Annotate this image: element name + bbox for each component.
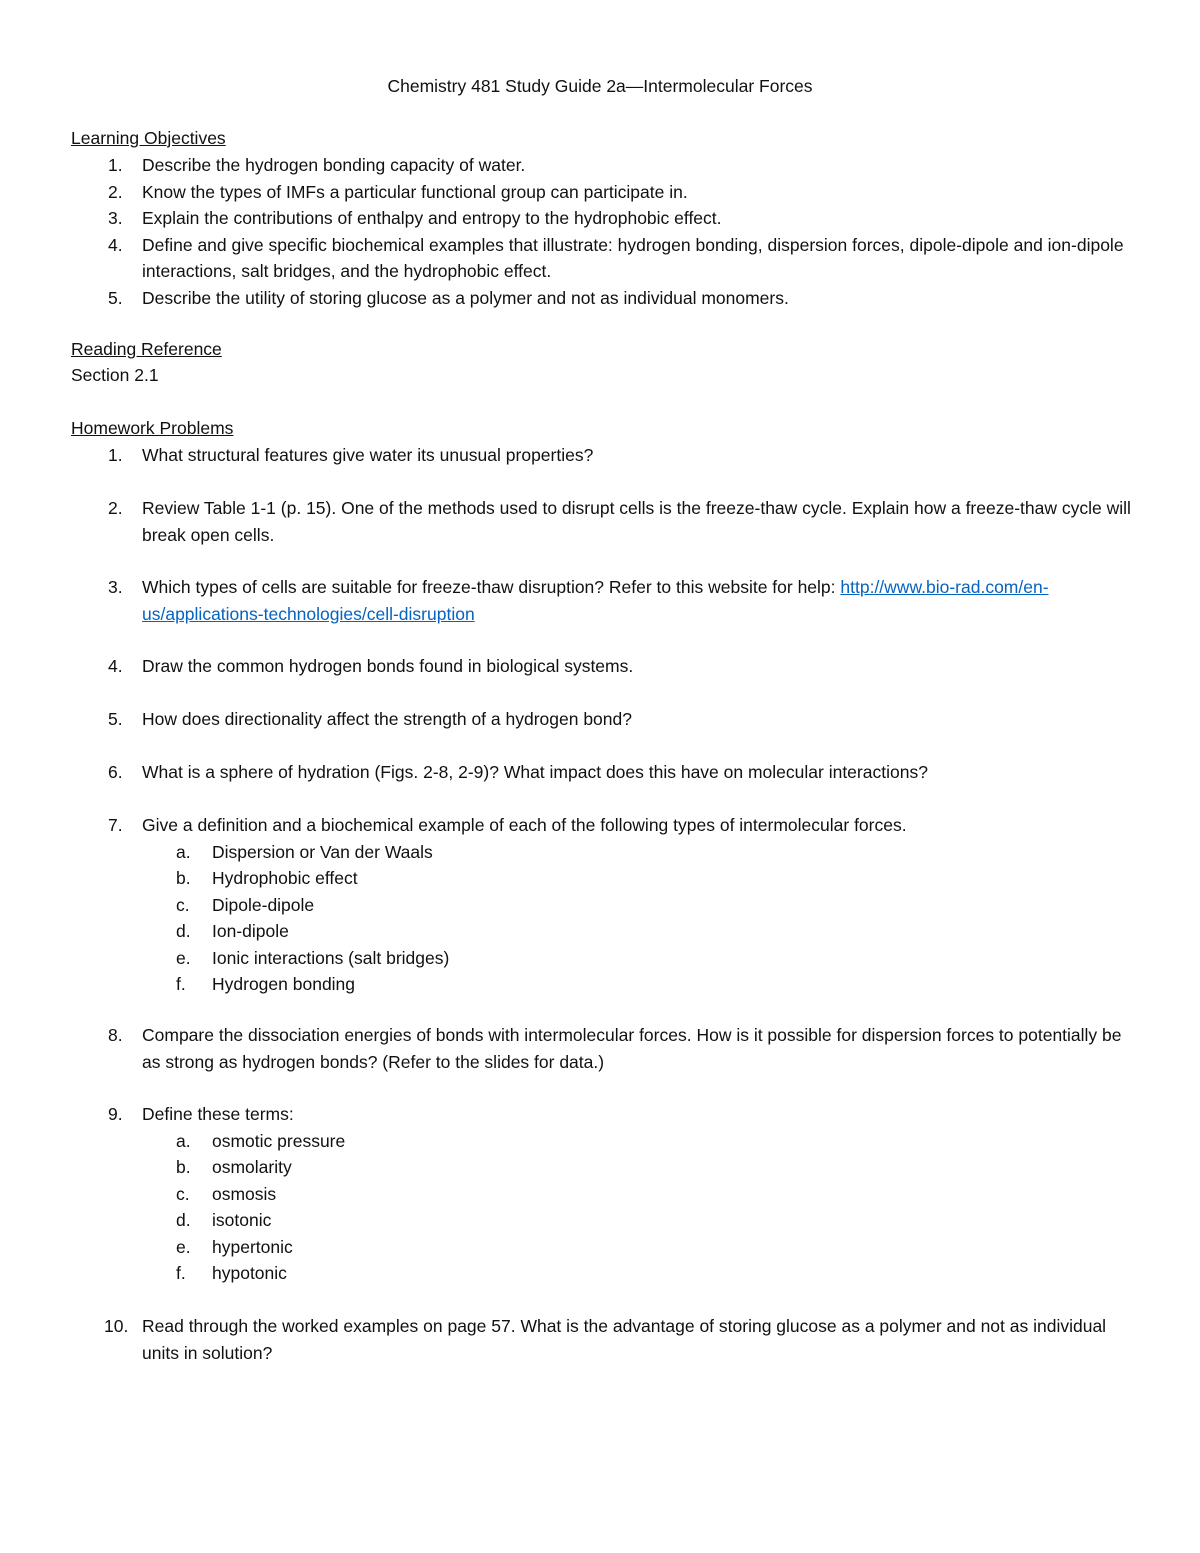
- item-number: 3.: [108, 208, 123, 228]
- sub-item: [0, 971, 1200, 998]
- item-text: How does directionality affect the strength of a hydrogen bond?: [142, 709, 632, 729]
- item-text: Define and give specific biochemical examples that illustrate: hydrogen bonding, dispersion forces, dipole-dipole and ion-dipole interactions, salt bridges, and the hydrophobic effect.: [142, 234, 1124, 281]
- item-text: Read through the worked examples on page 57. What is the advantage of storing glucose as a polymer and not as individual units in solution?: [142, 1316, 1107, 1363]
- homework-list: [0, 653, 1200, 680]
- learning-objectives-list: [0, 152, 1200, 311]
- item-text: Describe the utility of storing glucose as a polymer and not as individual monomers.: [142, 287, 789, 308]
- sub-item-letter: f.: [176, 1263, 186, 1283]
- item-number: 10.: [104, 1316, 129, 1336]
- homework-list: [0, 442, 1200, 469]
- sub-item-text: Ion-dipole: [212, 921, 289, 941]
- item-number: 7.: [108, 815, 123, 835]
- sub-item: [0, 1154, 1200, 1181]
- item-number: 2.: [108, 181, 123, 202]
- sub-item-letter: d.: [176, 1210, 191, 1230]
- sub-item-letter: b.: [176, 868, 191, 888]
- sub-item-text: osmotic pressure: [212, 1130, 346, 1151]
- list-item: [0, 812, 1200, 839]
- sub-item-text: Ionic interactions (salt bridges): [212, 947, 450, 968]
- list-item: [0, 285, 1200, 312]
- bio-rad-link[interactable]: http://www.bio-rad.com/en-us/applications-technologies/cell-disruption: [142, 577, 1049, 624]
- list-item: [0, 653, 1200, 680]
- item-number: 5.: [108, 287, 123, 308]
- sub-item-text: Dipole-dipole: [212, 894, 315, 915]
- sub-item-letter: e.: [176, 1236, 191, 1257]
- item-text: Review Table 1-1 (p. 15). One of the methods used to disrupt cells is the freeze-thaw cycle. Explain how a freeze-thaw cycle will break open cells.: [142, 498, 1131, 545]
- list-item: [0, 759, 1200, 786]
- item-number: 5.: [108, 709, 123, 729]
- homework-list: [0, 812, 1200, 998]
- sub-item-text: Hydrogen bonding: [212, 974, 356, 994]
- item-number: 9.: [108, 1104, 123, 1124]
- sub-item-letter: e.: [176, 947, 191, 968]
- sub-item: [0, 1181, 1200, 1208]
- homework-list: [0, 759, 1200, 786]
- document-title: Chemistry 481 Study Guide 2a—Intermolecular Forces: [387, 76, 813, 96]
- sub-item-letter: a.: [176, 841, 191, 862]
- sub-item-letter: d.: [176, 921, 191, 941]
- sub-item-text: isotonic: [212, 1210, 272, 1230]
- sub-item: [0, 892, 1200, 919]
- item-text: What is a sphere of hydration (Figs. 2-8, 2-9)? What impact does this have on molecular interactions?: [142, 762, 928, 782]
- list-item: [0, 1313, 1200, 1366]
- item-text: What structural features give water its unusual properties?: [142, 445, 594, 465]
- sub-item-letter: c.: [176, 894, 190, 915]
- list-item: [0, 574, 1200, 627]
- homework-list: [0, 1101, 1200, 1287]
- sub-item-text: hypotonic: [212, 1263, 287, 1283]
- item-number: 8.: [108, 1025, 123, 1045]
- sub-item-letter: a.: [176, 1130, 191, 1151]
- item-number: 4.: [108, 234, 123, 255]
- list-item: [0, 152, 1200, 179]
- item-text: Know the types of IMFs a particular functional group can participate in.: [142, 181, 688, 202]
- item-number: 3.: [108, 577, 123, 597]
- sub-item-text: hypertonic: [212, 1236, 293, 1257]
- homework-list: [0, 1313, 1200, 1366]
- sub-item: [0, 865, 1200, 892]
- list-item: [0, 442, 1200, 469]
- sub-item: [0, 918, 1200, 945]
- sub-item-letter: c.: [176, 1183, 190, 1204]
- item-text: Compare the dissociation energies of bonds with intermolecular forces. How is it possible for dispersion forces to potentially be as strong as hydrogen bonds? (Refer to the slides for data.): [142, 1025, 1122, 1072]
- homework-list: [0, 1022, 1200, 1075]
- item-text: Describe the hydrogen bonding capacity of water.: [142, 155, 526, 175]
- item-text: Explain the contributions of enthalpy and entropy to the hydrophobic effect.: [142, 208, 722, 228]
- sub-item-text: osmolarity: [212, 1157, 292, 1177]
- sub-item: [0, 839, 1200, 866]
- sub-item-text: Dispersion or Van der Waals: [212, 841, 433, 862]
- item-number: 6.: [108, 762, 123, 782]
- list-item: [0, 495, 1200, 548]
- reading-section: Section 2.1: [71, 365, 159, 385]
- item-text: Draw the common hydrogen bonds found in biological systems.: [142, 656, 634, 676]
- reading-reference-heading: Reading Reference: [71, 339, 222, 359]
- sub-item-letter: f.: [176, 974, 186, 994]
- sub-item: [0, 1234, 1200, 1261]
- item-text-prefix: Which types of cells are suitable for freeze-thaw disruption? Refer to this website for help:: [142, 577, 841, 597]
- item-text: [142, 574, 1132, 627]
- list-item: [0, 1101, 1200, 1128]
- list-item: [0, 232, 1200, 285]
- item-text: Give a definition and a biochemical example of each of the following types of intermolecular forces.: [142, 815, 907, 835]
- list-item: [0, 706, 1200, 733]
- item-number: 4.: [108, 656, 123, 676]
- sub-item: [0, 1260, 1200, 1287]
- homework-heading: Homework Problems: [71, 418, 234, 438]
- homework-list: [0, 495, 1200, 548]
- item-number: 2.: [108, 498, 123, 518]
- learning-objectives-heading: Learning Objectives: [71, 128, 226, 148]
- sub-item-text: Hydrophobic effect: [212, 868, 358, 888]
- sub-item: [0, 1128, 1200, 1155]
- list-item: [0, 179, 1200, 206]
- item-number: 1.: [108, 445, 123, 465]
- sub-item: [0, 1207, 1200, 1234]
- homework-list: [0, 706, 1200, 733]
- sub-item-letter: b.: [176, 1157, 191, 1177]
- sub-item-text: osmosis: [212, 1183, 277, 1204]
- homework-list: [0, 574, 1200, 627]
- list-item: [0, 1022, 1200, 1075]
- sub-item: [0, 945, 1200, 972]
- list-item: [0, 205, 1200, 232]
- item-text: Define these terms:: [142, 1104, 294, 1124]
- item-number: 1.: [108, 155, 123, 175]
